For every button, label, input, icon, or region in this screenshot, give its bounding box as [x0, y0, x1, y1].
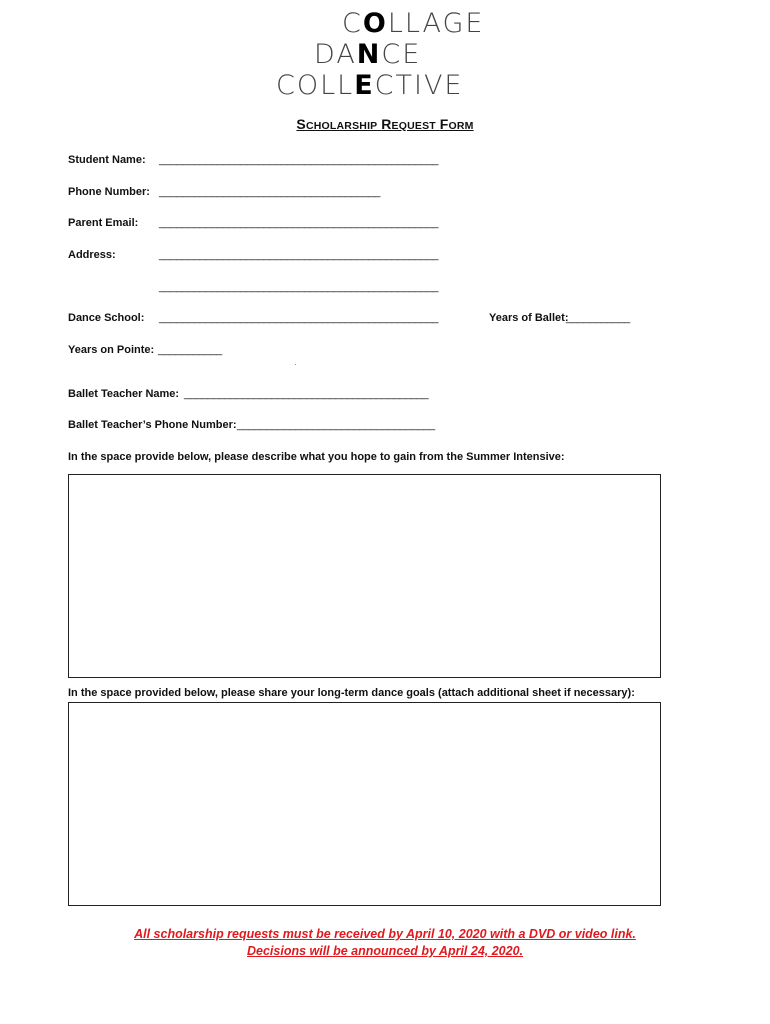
address-label: Address:: [68, 249, 116, 261]
dance-school-label: Dance School:: [68, 312, 145, 324]
parent-email-field[interactable]: ________________________________________________: [159, 217, 439, 229]
stray-dot: [295, 364, 296, 365]
logo-line-dance: DANCE: [314, 39, 422, 70]
address-field-line1[interactable]: ________________________________________________: [159, 249, 439, 261]
dance-goals-prompt: In the space provided below, please share your long-term dance goals (attach additional sheet if necessary):: [68, 687, 635, 699]
years-pointe-field[interactable]: ___________: [158, 344, 222, 356]
decision-notice: Decisions will be announced by April 24, 2020.: [246, 944, 523, 958]
deadline-notice: All scholarship requests must be received by April 10, 2020 with a DVD or video link.: [134, 927, 636, 941]
phone-number-field[interactable]: ______________________________________: [159, 186, 381, 198]
ballet-teacher-name-label: Ballet Teacher Name:: [68, 388, 180, 400]
summer-intensive-response-box[interactable]: [68, 474, 661, 678]
ballet-teacher-phone-label: Ballet Teacher’s Phone Number:: [68, 419, 237, 431]
logo-line-collective: COLLECTIVE: [276, 70, 464, 101]
phone-number-label: Phone Number:: [68, 186, 150, 198]
student-name-field[interactable]: ________________________________________________: [159, 154, 439, 166]
summer-intensive-prompt: In the space provide below, please describe what you hope to gain from the Summer Intensive:: [68, 451, 565, 463]
student-name-label: Student Name:: [68, 154, 146, 166]
ballet-teacher-phone-field[interactable]: __________________________________: [237, 419, 435, 431]
ballet-teacher-name-field[interactable]: __________________________________________: [184, 388, 429, 400]
collage-dance-collective-logo: [276, 8, 496, 101]
logo-line-collage: COLLAGE: [342, 8, 485, 39]
years-ballet-label: Years of Ballet:: [489, 312, 569, 324]
dance-goals-response-box[interactable]: [68, 702, 661, 906]
years-pointe-label: Years on Pointe:: [68, 344, 155, 356]
years-ballet-field[interactable]: ___________: [566, 312, 630, 324]
address-field-line2[interactable]: ________________________________________________: [159, 281, 439, 293]
parent-email-label: Parent Email:: [68, 217, 139, 229]
form-title: SCHOLARSHIP REQUEST FORM: [296, 116, 474, 132]
dance-school-field[interactable]: ________________________________________________: [159, 312, 439, 324]
